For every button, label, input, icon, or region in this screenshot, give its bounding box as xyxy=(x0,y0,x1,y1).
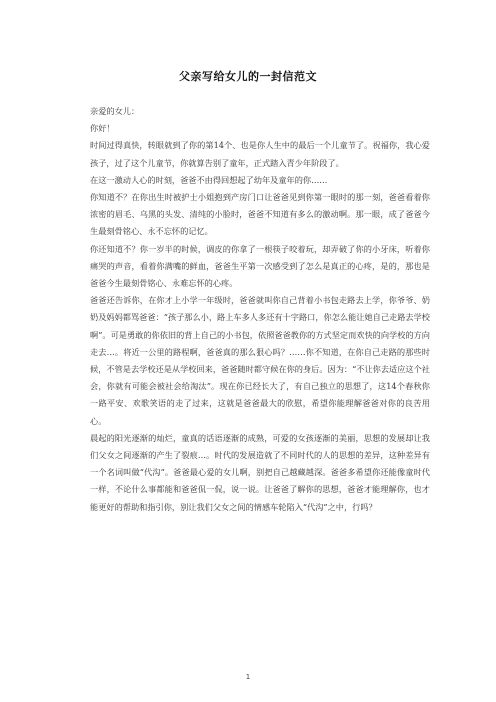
salutation: 亲爱的女儿： xyxy=(90,106,140,116)
paragraph: 晨起的阳光逐渐的灿烂，童真的话语逐渐的成熟，可爱的女孩逐渐的美丽，思想的发展却让我们父女之间逐渐的产生了裂痕…。时代的发展造就了不同时代的人的思想的差异，这种差异有一个名词叫做“代沟”。爸爸最心爱的女儿啊，别把自己越藏越深。爸爸多希望你还能像童时代一样，不论什么事都能和爸爸侃一侃，说一说。让爸爸了解你的思想，爸爸才能理解你，也才能更好的帮助和指引你，别让我们父女之间的情感车轮陷入“代沟”之中，行吗？ xyxy=(90,432,430,512)
paragraph: 你还知道不？你一岁半的时候，调皮的你拿了一根筷子咬着玩，却弄破了你的小牙床，听着你痛哭的声音，看着你满嘴的鲜血，爸爸生平第一次感受到了怎么是真正的心疼，是的，那也是爸爸今生最刻骨铭心、永难忘怀的心疼。 xyxy=(90,243,430,289)
document-body xyxy=(90,103,430,516)
paragraph: 爸爸还告诉你，在你才上小学一年级时，爸爸就叫你自己背着小书包走路去上学，你爷爷、奶奶及妈妈都骂爸爸：“孩子那么小，路上车多人多还有十字路口，你怎么能让她自己走路去学校啊”。可是勇敢的你依旧的背上自己的小书包，依照爸爸教你的方式坚定而欢快的向学校的方向走去…。将近一公里的路程啊，爸爸真的那么狠心吗？……你不知道，在你自己走路的那些时候，不管是去学校还是从学校回来，爸爸随时都守候在你的身后。因为：“不让你去适应这个社会，你就有可能会被社会给淘汰”。现在你已经长大了，有自己独立的思想了，这14个春秋你一路平安、欢歌笑语的走了过来，这就是爸爸最大的欣慰，希望你能理解爸爸对你的良苦用心。 xyxy=(90,295,430,426)
paragraph: 你知道不？在你出生时被护士小姐抱到产房门口让爸爸见到你第一眼时的那一刻，爸爸看着你浓密的眉毛、乌黑的头发、清纯的小脸时，爸爸不知道有多么的激动啊。那一眼，成了爸爸今生最刻骨铭心、永不忘怀的记忆。 xyxy=(90,192,430,237)
page-number: 1 xyxy=(245,673,251,681)
paragraph: 时间过得真快，转眼就到了你的第14个、也是你人生中的最后一个儿童节了。祝福你，我心爱孩子，过了这个儿童节，你就算告别了童年，正式踏入青少年阶段了。 xyxy=(90,140,430,168)
greeting: 你好！ xyxy=(90,123,115,134)
document-title: 父亲写给女儿的一封信范文 xyxy=(179,70,317,83)
paragraph: 在这一激动人心的时刻，爸爸不由得回想起了幼年及童年的你…… xyxy=(90,174,328,185)
